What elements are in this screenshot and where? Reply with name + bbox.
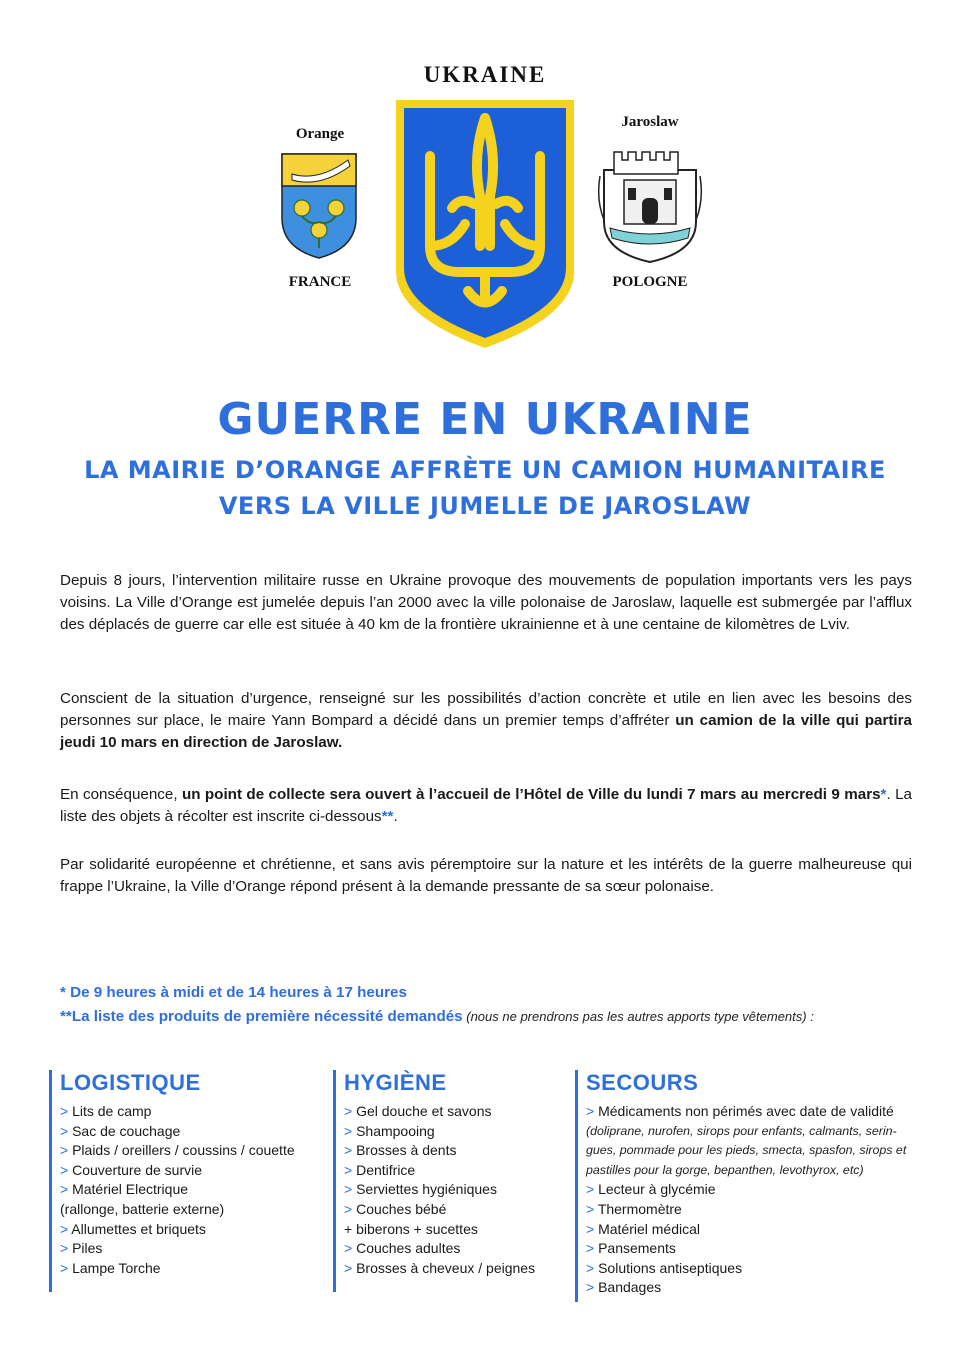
column-logistique xyxy=(49,1070,330,1292)
list-item-note: (rallonge, batterie externe) xyxy=(60,1200,225,1217)
list-item: > Piles xyxy=(60,1240,103,1257)
list-item: > Plaids / oreillers / coussins / couette xyxy=(60,1142,295,1159)
list-item: > Lecteur à glycémie xyxy=(586,1181,716,1198)
paragraph-intro: Depuis 8 jours, l’intervention militaire russe en Ukraine provoque des mouvements de population importants vers les pays voisins. La Ville d’Orange est jumelée depuis l’an 2000 avec la ville polonaise de Jaroslaw, laquelle est submergée par l’afflux des déplacés de guerre car elle est située à 40 km de la frontière ukrainienne et à une centaine de kilomètres de Lviv. xyxy=(60,572,912,633)
orange-coat-of-arms-icon xyxy=(280,152,358,260)
france-label: FRANCE xyxy=(288,274,352,290)
footnote-marker-2: ** xyxy=(381,808,394,825)
paragraph-decision-text: Conscient de la situation d’urgence, renseigné sur les possibilités d’action concrète et utile en lien avec les besoins des personnes sur place, le maire Yann Bompard a décidé dans un premier temps d’affréter xyxy=(60,690,912,729)
subheadline-1: LA MAIRIE D’ORANGE AFFRÈTE UN CAMION HUMANITAIRE xyxy=(84,456,886,484)
list-item: > Brosses à dents xyxy=(344,1142,457,1159)
list-item: > Thermomètre xyxy=(586,1200,682,1217)
column-hygiene-title: HYGIÈNE xyxy=(344,1070,447,1095)
list-item: > Pansements xyxy=(586,1240,676,1257)
jaroslaw-coat-of-arms-icon xyxy=(596,140,704,264)
orange-label: Orange xyxy=(295,126,345,142)
list-item: > Gel douche et savons xyxy=(344,1103,492,1119)
paragraph-collection-bold: un point de collecte sera ouvert à l’accueil de l’Hôtel de Ville du lundi 7 mars au mercredi 9 mars xyxy=(181,786,881,803)
paragraph-collection xyxy=(60,784,912,828)
list-item-note: + biberons + sucettes xyxy=(344,1220,478,1237)
paragraph-collection-end: . xyxy=(393,808,398,825)
list-item: > Shampooing xyxy=(344,1122,435,1139)
list-item: > Serviettes hygiéniques xyxy=(344,1181,497,1198)
paragraph-collection-mid: . La liste des objets à récolter est inscrite ci-dessous xyxy=(60,786,912,825)
jaroslaw-label: Jaroslaw xyxy=(621,114,679,130)
list-item: > Bandages xyxy=(586,1279,662,1296)
pologne-label: POLOGNE xyxy=(612,274,688,290)
list-item: > Couches bébé xyxy=(344,1200,447,1217)
list-item: > Matériel Electrique xyxy=(60,1181,189,1198)
paragraph-solidarity: Par solidarité européenne et chrétienne, et sans avis péremptoire sur la nature et les intérêts de la guerre malheureuse qui frappe l’Ukraine, la Ville d’Orange répond présent à la demande pressante de sa sœur polonaise. xyxy=(60,856,912,895)
subheadline-2: VERS LA VILLE JUMELLE DE JAROSLAW xyxy=(218,492,752,520)
list-item-note: (doliprane, nurofen, sirops pour enfants, calmants, serin- xyxy=(586,1123,897,1138)
list-item-note: gues, pommade pour les pieds, smecta, spasfon, sirops et xyxy=(586,1143,907,1158)
list-item: > Solutions antiseptiques xyxy=(586,1259,743,1276)
column-secours xyxy=(575,1070,926,1302)
list-item: > Matériel médical xyxy=(586,1220,701,1237)
list-item: > Médicaments non périmés avec date de validité xyxy=(586,1103,894,1119)
list-item: > Sac de couchage xyxy=(60,1122,181,1139)
note-list-bold: **La liste des produits de première nécessité demandés xyxy=(60,1008,463,1025)
list-item: > Allumettes et briquets xyxy=(60,1220,206,1237)
list-item: > Lampe Torche xyxy=(60,1259,161,1276)
note-list xyxy=(60,1008,814,1025)
paragraph-decision xyxy=(60,688,912,754)
list-item-note: pastilles pour la gorge, bepanthen, levothyrox, etc) xyxy=(586,1162,864,1177)
note-list-italic: (nous ne prendrons pas les autres apports type vêtements) : xyxy=(462,1009,814,1024)
headline: GUERRE EN UKRAINE xyxy=(217,394,753,445)
list-item: > Brosses à cheveux / peignes xyxy=(344,1259,536,1276)
note-hours: * De 9 heures à midi et de 14 heures à 17 heures xyxy=(60,984,407,1001)
column-secours-title: SECOURS xyxy=(586,1070,699,1095)
ukraine-coat-of-arms-icon xyxy=(390,96,580,352)
list-item: > Dentifrice xyxy=(344,1161,416,1178)
footnote-marker-1: * xyxy=(880,786,887,803)
paragraph-collection-text: En conséquence, xyxy=(60,786,182,803)
column-logistique-title: LOGISTIQUE xyxy=(60,1070,201,1095)
list-item: > Couverture de survie xyxy=(60,1161,203,1178)
column-hygiene xyxy=(333,1070,564,1292)
list-item: > Lits de camp xyxy=(60,1103,152,1119)
paragraph-decision-bold: un camion de la ville qui partira jeudi 10 mars en direction de Jaroslaw. xyxy=(60,712,913,751)
ukraine-title: UKRAINE xyxy=(423,62,547,87)
list-item: > Couches adultes xyxy=(344,1240,461,1257)
